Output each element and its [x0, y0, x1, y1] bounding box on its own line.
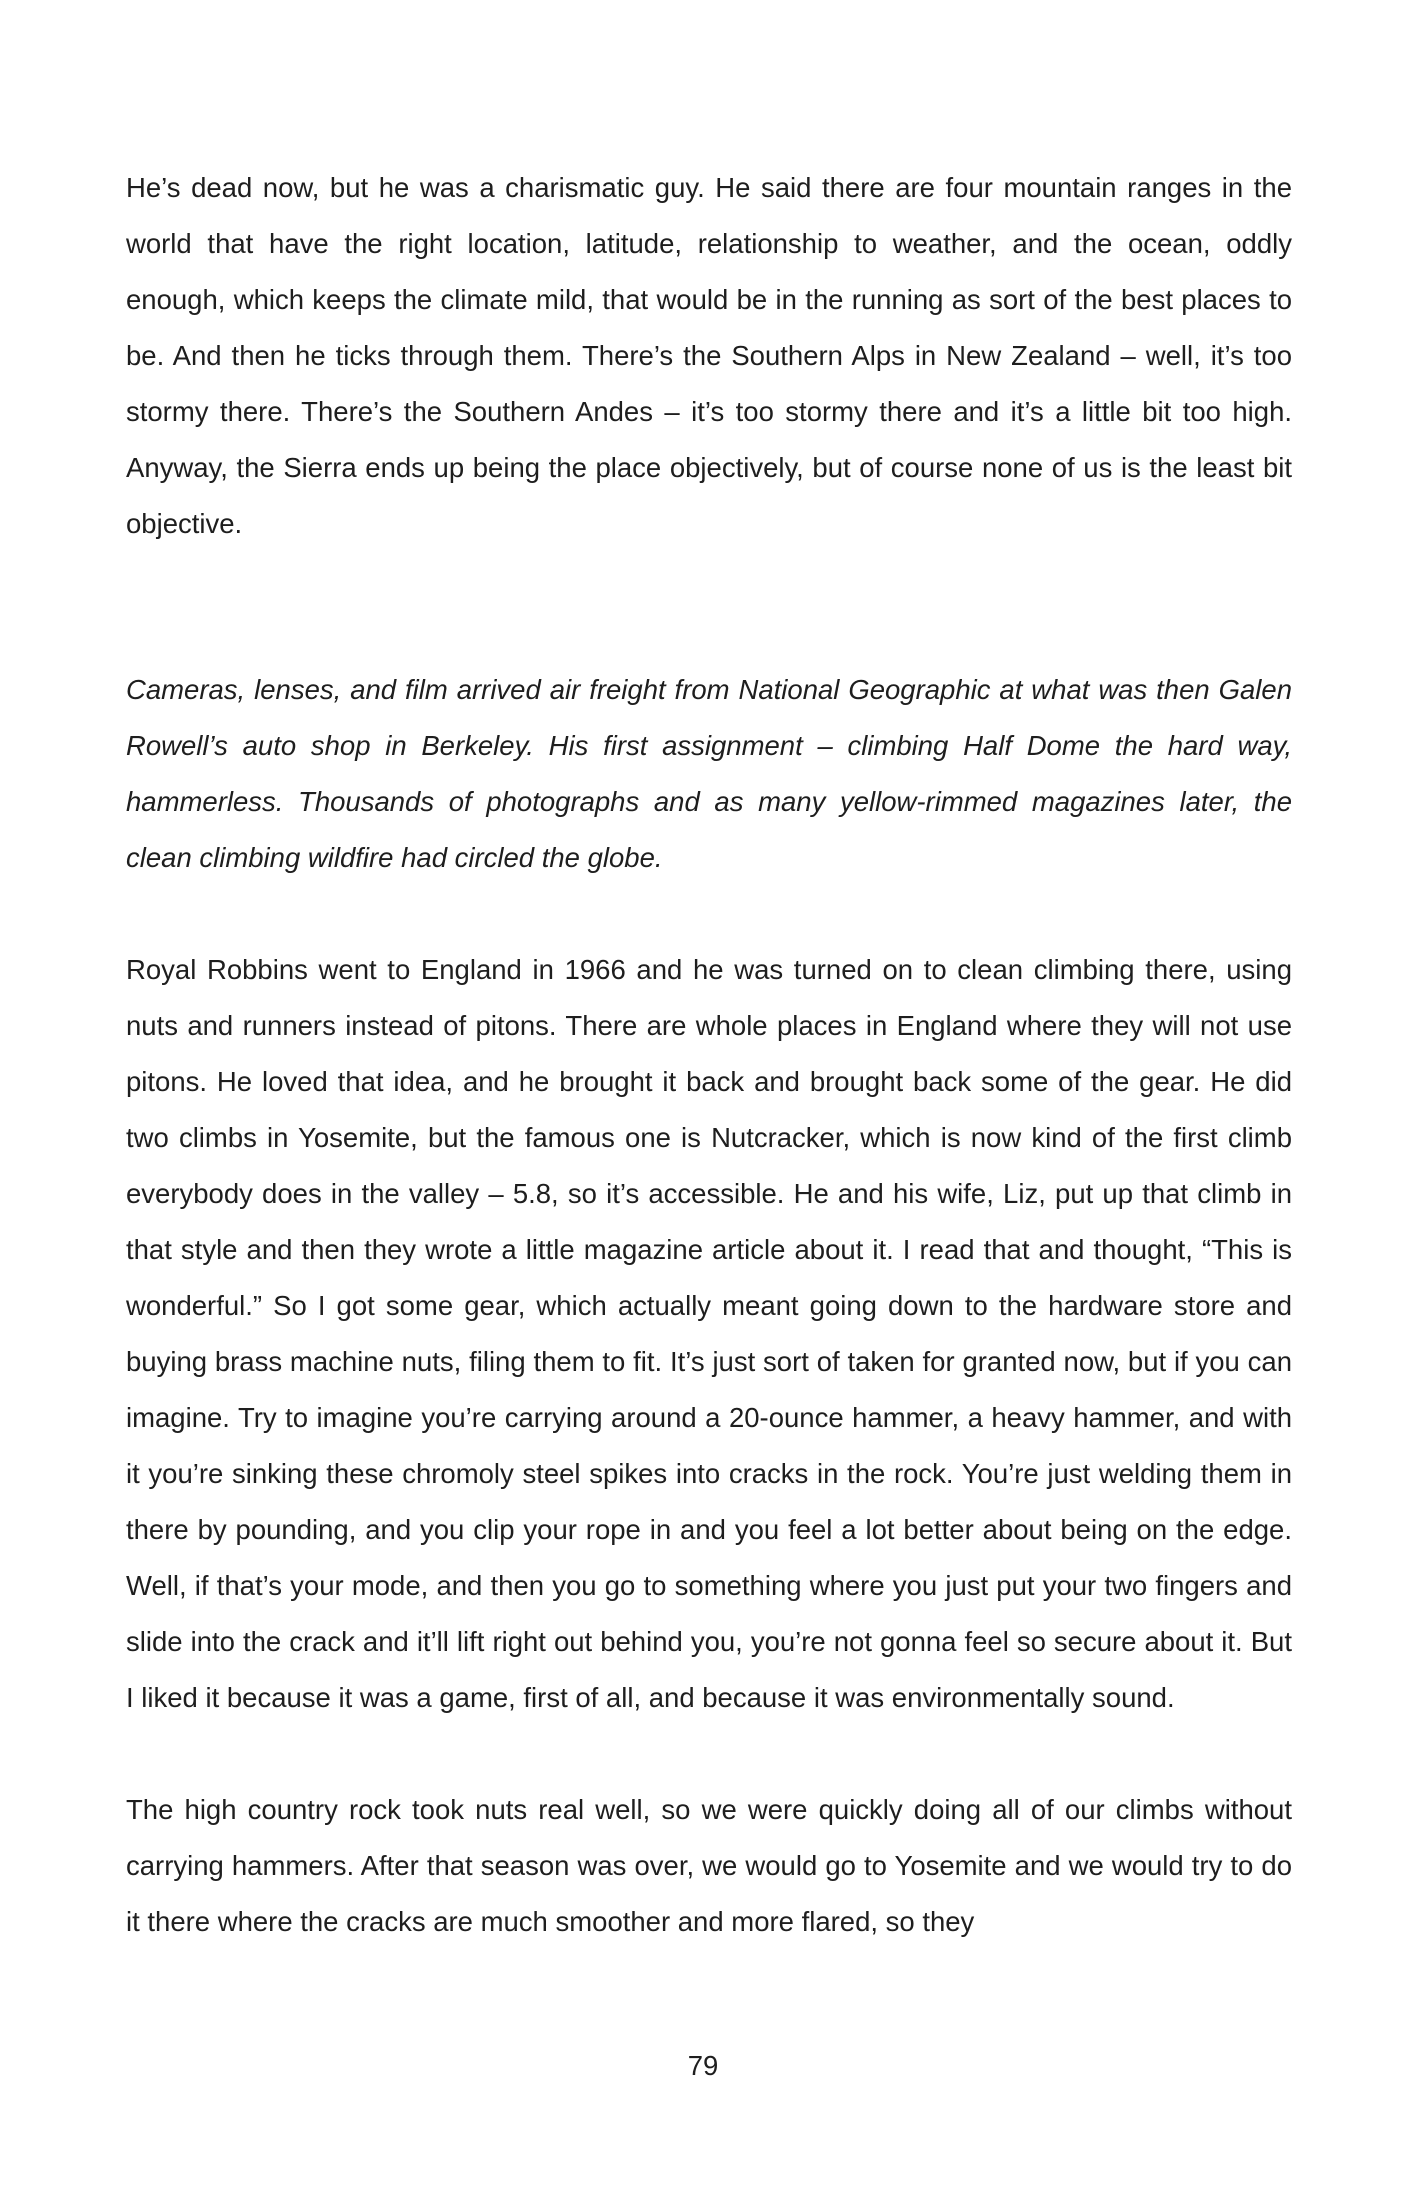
page-body [126, 160, 1292, 1950]
paragraph-italic-narration: Cameras, lenses, and film arrived air freight from National Geographic at what was then Galen Rowell’s auto shop in Berkeley. His first assignment – climbing Half Dome the hard way, hammerless. Thousands of photographs and as many yellow-rimmed magazines later, the clean climbing wildfire had circled the globe. [126, 674, 1292, 873]
paragraph-high-country-rock: The high country rock took nuts real well, so we were quickly doing all of our climbs without carrying hammers. After that season was over, we would go to Yosemite and we would try to do it there where the cracks are much smoother and more flared, so they [126, 1794, 1292, 1937]
page-number: 79 [687, 2050, 719, 2081]
paragraph-clean-climbing: Royal Robbins went to England in 1966 and he was turned on to clean climbing there, using nuts and runners instead of pitons. There are whole places in England where they will not use pitons. He loved that idea, and he brought it back and brought back some of the gear. He did two climbs in Yosemite, but the famous one is Nutcracker, which is now kind of the first climb everybody does in the valley – 5.8, so it’s accessible. He and his wife, Liz, put up that climb in that style and then they wrote a little magazine article about it. I read that and thought, “This is wonderful.” So I got some gear, which actually meant going down to the hardware store and buying brass machine nuts, filing them to fit. It’s just sort of taken for granted now, but if you can imagine. Try to imagine you’re carrying around a 20-ounce hammer, a heavy hammer, and with it you’re sinking these chromoly steel spikes into cracks in the rock. You’re just welding them in there by pounding, and you clip your rope in and you feel a lot better about being on the edge. Well, if that’s your mode, and then you go to something where you just put your two fingers and slide into the crack and it’ll lift right out behind you, you’re not gonna feel so secure about it. But I liked it because it was a game, first of all, and because it was environmentally sound. [126, 954, 1292, 1713]
paragraph-robbins-mountain-ranges: He’s dead now, but he was a charismatic guy. He said there are four mountain ranges in the world that have the right location, latitude, relationship to weather, and the ocean, oddly enough, which keeps the climate mild, that would be in the running as sort of the best places to be. And then he ticks through them. There’s the Southern Alps in New Zealand – well, it’s too stormy there. There’s the Southern Andes – it’s too stormy there and it’s a little bit too high. Anyway, the Sierra ends up being the place objectively, but of course none of us is the least bit objective. [126, 172, 1292, 539]
